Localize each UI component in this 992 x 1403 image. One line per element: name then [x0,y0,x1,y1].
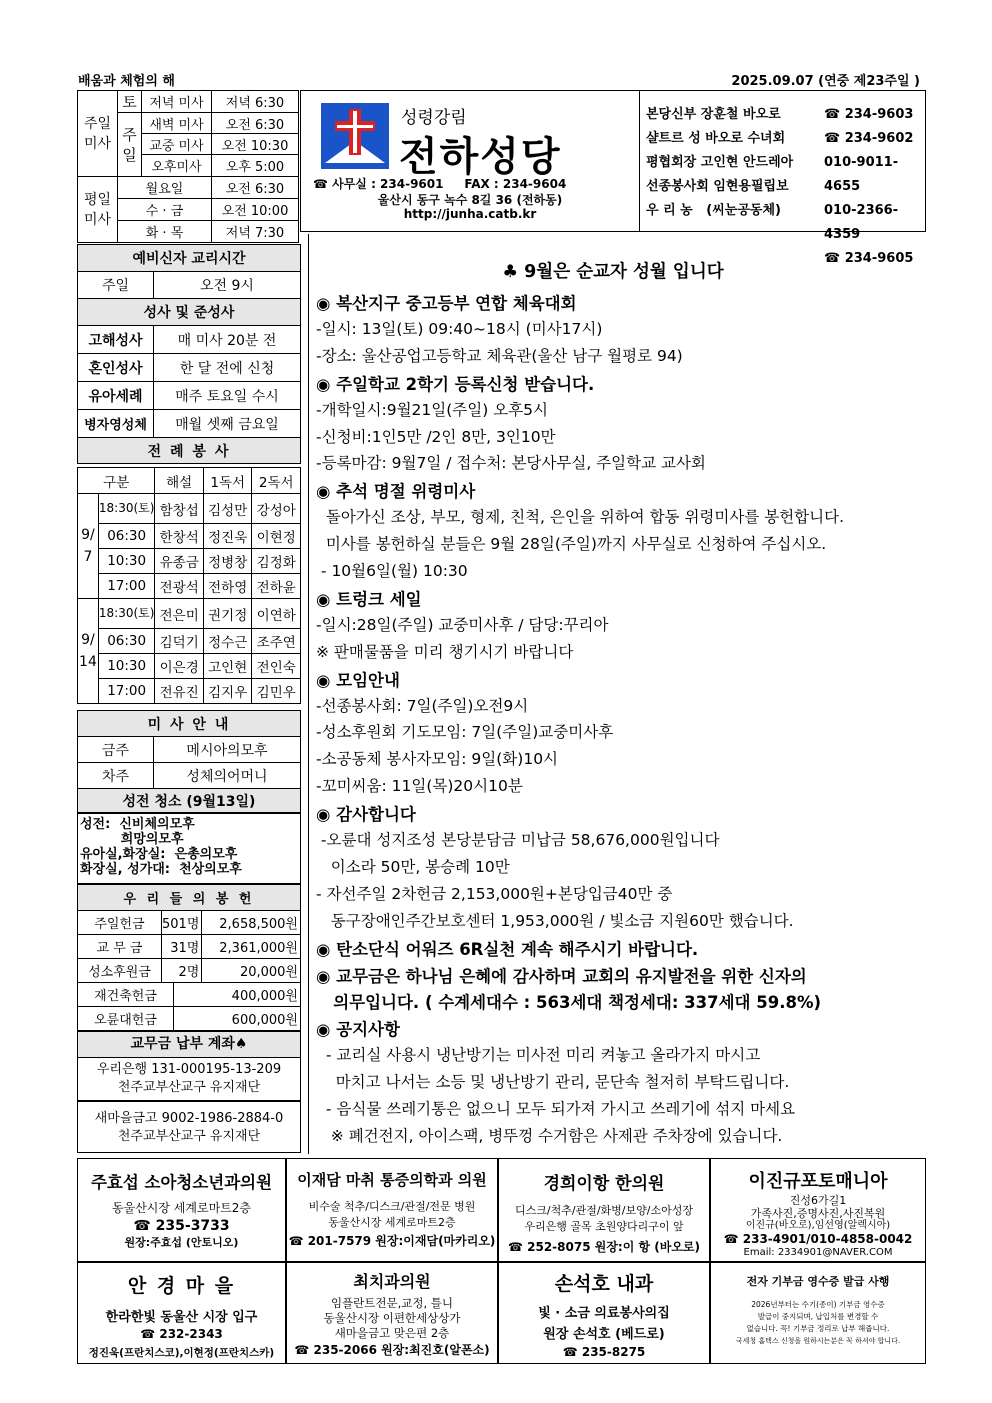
liturgy-header: 구분 [78,468,155,494]
ad-line: ☎ 233-4901/010-4858-0042 [723,1232,913,1246]
left-column-table [77,244,301,464]
ad-line: 새마을금고 맞은편 2층 [334,1326,450,1340]
liturgy-header: 2독서 [252,468,301,494]
ad-title: 이진규포토매니아 [748,1171,888,1192]
sacrament-value: 매주 토요일 수시 [154,382,301,410]
sacrament-value: 매월 셋째 금요일 [154,410,301,438]
ad-card [77,1262,286,1364]
liturgy-person: 권기정 [203,599,252,629]
mass-time: 저녁 6:30 [212,91,299,113]
mass-schedule-table [77,90,299,243]
ad-card [286,1158,498,1262]
weekday-name: 화 · 목 [118,221,212,243]
notice-line: -등록마감: 9월7일 / 접수처: 본당사무실, 주일학교 교사회 [316,454,706,473]
liturgy-title: 전 례 봉 사 [78,438,301,464]
liturgy-time: 06:30 [98,629,155,654]
cleaning-line: 성전: 신비체의모후 [80,817,195,832]
weekday-name: 수 · 금 [118,199,212,221]
parish-url[interactable]: http://junha.catb.kr [403,207,537,221]
ad-line: 발급이 중지되며, 납입처를 변경할 수 [757,1312,879,1321]
ad-line: 없습니다. 꼭! 기부금 정리로 납부 해줍니다. [746,1324,890,1333]
mass-time: 오후 5:00 [212,155,299,177]
notice-line: - 음식물 쓰레기통은 없으니 모두 되가져 가시고 쓰레기에 섞지 마세요 [316,1100,796,1118]
notice-line: -장소: 울산공업고등학교 체육관(울산 남구 월평로 94) [316,346,683,365]
liturgy-person: 전인숙 [252,654,301,679]
sacrament-name: 유아세례 [78,382,154,410]
ad-line: ☎ 201-7579 원장:이재담(마카리오) [288,1234,496,1248]
notice-heading: ◉ 주일학교 2학기 등록신청 받습니다. [316,374,595,394]
liturgy-person: 유종금 [155,549,204,574]
sacrament-name: 혼인성사 [78,354,154,382]
contact-tel: ☎ 234-9603 [824,107,914,122]
ad-card [710,1262,926,1364]
liturgy-table [77,467,301,704]
liturgy-person: 김지우 [203,679,252,704]
ad-title: 안 경 마 을 [127,1275,236,1297]
parish-block [300,90,640,232]
mass-guide-name: 차주 [78,763,154,789]
offering-amount: 600,000원 [174,1007,301,1031]
liturgy-person: 이은경 [155,654,204,679]
catechumen-label: 주일 [78,272,154,299]
ad-line: ☎ 235-8275 [562,1345,646,1359]
ad-line: 동울산시장 세계로마트2층 [328,1216,456,1229]
mass-guide-table [77,710,301,814]
offering-table-2 [77,982,301,1031]
mass-time: 오전 6:30 [212,113,299,134]
notices-title: ♣ 9월은 순교자 성월 입니다 [502,262,724,282]
mass-name: 새벽 미사 [142,113,212,134]
notice-heading: ◉ 트렁크 세일 [316,589,422,609]
ad-title: 경희이항 한의원 [543,1174,665,1194]
contact-role: 본당신부 장훈철 바오로 [646,107,781,122]
ad-line: 진성6가길1 [789,1194,847,1207]
ad-line: 동울산시장 세계로마트2층 [112,1201,251,1215]
ad-title: 손석호 내과 [554,1273,654,1295]
liturgy-header: 1독서 [203,468,252,494]
mass-guide-title: 미 사 안 내 [78,711,301,737]
notice-line: -꼬미씨움: 11일(목)20시10분 [316,777,523,796]
liturgy-person: 한창석 [155,524,204,549]
notice-heading: ◉ 복산지구 중고등부 연합 체육대회 [316,294,577,313]
ad-card [498,1158,710,1262]
mass-guide-value: 메시아의모후 [154,737,301,763]
ad-line: 2026년부터는 수기(종이) 기부금 영수증 [751,1300,885,1309]
ad-line: 비수술 척추/디스크/관절/전문 병원 [308,1200,476,1213]
contact-role: 우 리 농 (씨눈공동체) [646,203,781,218]
catechumen-title: 예비신자 교리시간 [78,245,301,272]
sacrament-value: 한 달 전에 신청 [154,354,301,382]
notice-line: 미사를 봉헌하실 분들은 9월 28일(주일)까지 사무실로 신청하여 주십시오. [316,535,827,554]
catechumen-time: 오전 9시 [154,272,301,299]
ad-line: 정진욱(프란치스코),이현정(프란치스카) [88,1347,275,1359]
parish-name: 전하성당 [399,133,562,180]
liturgy-person: 김성만 [203,494,252,524]
notice-line: - 교리실 사용시 냉난방기는 미사전 미리 켜놓고 올라가지 마시고 [316,1046,761,1065]
liturgy-person: 정수근 [203,629,252,654]
liturgy-time: 18:30(토) [98,599,155,629]
offering-count: 501명 [162,911,202,935]
cleaning-line: 유아실,화장실: 은총의모후 [80,847,238,862]
date-text: 2025.09.07 (연중 제23주일 ) [731,74,920,89]
liturgy-person: 전하윤 [252,574,301,599]
liturgy-person: 전광석 [155,574,204,599]
liturgy-person: 김덕기 [155,629,204,654]
liturgy-person: 이연하 [252,599,301,629]
notice-line: -일시: 13일(토) 09:40~18시 (미사17시) [316,319,603,338]
notice-line: 마치고 나서는 소등 및 냉난방기 관리, 문단속 철저히 부탁드립니다. [316,1073,790,1092]
weekday-name: 월요일 [118,177,212,199]
weekday-time: 저녁 7:30 [212,221,299,243]
offering-amount: 2,658,500원 [202,911,301,935]
mass-name: 오후미사 [142,155,212,177]
liturgy-person: 전하영 [203,574,252,599]
notice-line: -오륜대 성지조성 본당분담금 미납금 58,676,000원입니다 [316,831,720,849]
mass-name: 저녁 미사 [142,91,212,113]
contact-tel: ☎ 234-9602 [824,131,914,146]
ad-line: 원장:주효섭 (안토니오) [124,1236,239,1249]
weekday-mass-label: 평일 미사 [78,177,118,243]
notice-line: ※ 판매물품을 미리 챙기시기 바랍니다 [316,642,574,661]
offering-count: 31명 [162,935,202,959]
notice-heading: 의무입니다. ( 수계세대수 : 563세대 책정세대: 337세대 59.8%) [316,993,822,1013]
liturgy-person: 고인현 [203,654,252,679]
ad-line: 이진규(바오로),임선영(알렉시아) [745,1220,891,1231]
liturgy-time: 17:00 [98,679,155,704]
contact-role: 평협회장 고인현 안드레아 [646,155,794,170]
account-block [77,1101,301,1153]
ad-line: 디스크/척추/관절/화병/보양/소아성장 [515,1204,693,1217]
ad-title: 최치과의원 [353,1272,431,1291]
weekday-time: 오전 6:30 [212,177,299,199]
account-title: 교무금 납부 계좌♠ [77,1031,301,1058]
contact-tel: 010-2366-4359 [824,203,899,242]
sunday-mass-label: 주일 미사 [78,91,118,177]
notice-line: -개학일시:9월21일(주일) 오후5시 [316,400,548,419]
notice-line: -선종봉사회: 7일(주일)오전9시 [316,696,529,715]
liturgy-person: 정진욱 [203,524,252,549]
ad-line: 빛 · 소금 의료봉사의집 [538,1306,670,1321]
notice-line: 동구장애인주간보호센터 1,953,000원 / 빛소금 지원60만 했습니다. [316,911,794,930]
notice-line: -신청비:1인5만 /2인 8만, 3인10만 [316,427,556,446]
ad-line: 동울산시장 이편한세상상가 [323,1311,461,1325]
liturgy-person: 조주연 [252,629,301,654]
notice-line: -성소후원회 기도모임: 7일(주일)교중미사후 [316,723,614,742]
sacrament-name: 병자영성체 [78,410,154,438]
liturgy-time: 18:30(토) [98,494,155,524]
offering-name: 교 무 금 [78,935,162,959]
sacraments-title: 성사 및 준성사 [78,299,301,326]
offering-count: 2명 [162,959,202,983]
parish-subtitle: 성령강림 [401,108,467,128]
notice-line: 돌아가신 조상, 부모, 형제, 친척, 은인을 위하여 합동 위령미사를 봉헌합니다. [316,508,845,527]
cleaning-line: 희망의모후 [80,832,184,847]
ad-line: ☎ 232-2343 [140,1327,223,1341]
liturgy-person: 함창섭 [155,494,204,524]
ad-line: 한라한빛 동울산 시장 입구 [105,1310,258,1325]
notice-heading: ◉ 추석 명절 위령미사 [316,482,476,502]
ad-line: ☎ 235-3733 [133,1218,230,1234]
ad-line: 우리은행 골목 초원양다리구이 앞 [524,1220,684,1233]
ad-line: ☎ 235-2066 원장:최진호(알폰소) [294,1343,490,1357]
contact-role: 샬트르 성 바오로 수녀회 [646,131,786,146]
contact-tel: 010-9011-4655 [824,155,899,194]
account-line: 새마을금고 9002-1986-2884-0 [94,1111,284,1126]
account-line: 천주교부산교구 유지재단 [117,1129,261,1144]
weekday-time: 오전 10:00 [212,199,299,221]
mass-guide-value: 성체의어머니 [154,763,301,789]
notice-heading: ◉ 탄소단식 어워즈 6R실천 계속 해주시기 바랍니다. [316,939,699,959]
sunday-label: 주일 [118,113,142,177]
cleaning-line: 화장실, 성가대: 천상의모후 [80,862,242,877]
offering-name: 성소후원금 [78,959,162,983]
liturgy-person: 김민우 [252,679,301,704]
mass-name: 교중 미사 [142,134,212,155]
ad-card [710,1158,926,1262]
sacrament-value: 매 미사 20분 전 [154,326,301,354]
cleaning-title: 성전 청소 (9월13일) [78,789,301,814]
ad-card [498,1262,710,1364]
account-block [77,1057,301,1101]
offering-table [77,884,301,983]
theme-text: 배움과 체험의 해 [78,74,175,89]
offering-name: 주일헌금 [78,911,162,935]
cleaning-block [77,812,301,884]
notice-line: -소공동체 봉사자모임: 9일(화)10시 [316,750,559,769]
ad-line: 임플란트전문,교정, 틀니 [330,1296,454,1310]
contact-role: 선종봉사회 임현용필립보 [646,179,789,194]
notice-line: - 10월6일(월) 10:30 [316,562,468,580]
notice-heading: ◉ 교무금은 하나님 은혜에 감사하며 교회의 유지발전을 위한 신자의 [316,966,807,986]
ad-card [77,1158,286,1262]
liturgy-time: 17:00 [98,574,155,599]
mass-time: 오전 10:30 [212,134,299,155]
account-line: 우리은행 131-000195-13-209 [96,1062,282,1077]
liturgy-time: 10:30 [98,549,155,574]
notice-heading: ◉ 공지사항 [316,1020,400,1040]
liturgy-person: 정병창 [203,549,252,574]
ad-line: Email: 2334901@NAVER.COM [743,1247,893,1258]
mass-guide-name: 금주 [78,737,154,763]
notice-line: ※ 폐건전지, 아이스팩, 병뚜껑 수거함은 사제관 주차장에 있습니다. [316,1126,783,1145]
sacrament-name: 고해성사 [78,326,154,354]
ad-title: 이재담 마취 통증의학과 의원 [297,1171,487,1189]
ad-line: ☎ 252-8075 원장:이 항 (바오로) [508,1240,700,1254]
offering-title: 우 리 들 의 봉 헌 [78,885,301,911]
contacts-block [640,90,926,266]
parish-address: 울산시 동구 녹수 8길 36 (전하동) [377,193,563,207]
liturgy-date: 9/14 [78,599,99,704]
ad-card [286,1262,498,1364]
liturgy-person: 김정화 [252,549,301,574]
contact-tel: ☎ 234-9605 [824,251,914,266]
offering-name: 재건축헌금 [78,983,174,1007]
notice-heading: ◉ 모임안내 [316,670,400,690]
ad-line: 국세청 홈텍스 신청을 원하시는분은 꼭 하셔야 합니다. [735,1337,901,1345]
ad-line: 가족사진,증명사진,사진복원 [750,1207,886,1220]
liturgy-date: 9/7 [78,494,99,599]
liturgy-person: 강성아 [252,494,301,524]
offering-amount: 2,361,000원 [202,935,301,959]
notice-heading: ◉ 감사합니다 [316,805,416,825]
ad-line: 원장 손석호 (베드로) [543,1327,665,1342]
liturgy-person: 전유진 [155,679,204,704]
liturgy-time: 10:30 [98,654,155,679]
offering-amount: 20,000원 [202,959,301,983]
offering-name: 오륜대헌금 [78,1007,174,1031]
liturgy-header: 해설 [155,468,204,494]
account-line: 천주교부산교구 유지재단 [117,1080,261,1095]
liturgy-time: 06:30 [98,524,155,549]
notice-line: 이소라 50만, 봉승례 10만 [316,857,510,876]
ad-title: 주효섭 소아청소년과의원 [90,1173,273,1192]
parish-phone: ☎ 사무실 : 234-9601 FAX : 234-9604 [313,177,567,191]
notice-line: - 자선주일 2차헌금 2,153,000원+본당입금40만 중 [316,884,673,903]
parish-logo-icon [319,101,391,171]
notice-line: -일시:28일(주일) 교중미사후 / 담당:꾸리아 [316,615,609,634]
liturgy-person: 이현정 [252,524,301,549]
ad-title: 전자 기부금 영수증 발급 사행 [746,1275,890,1288]
offering-amount: 400,000원 [174,983,301,1007]
liturgy-person: 전은미 [155,599,204,629]
saturday-label: 토 [118,91,142,113]
